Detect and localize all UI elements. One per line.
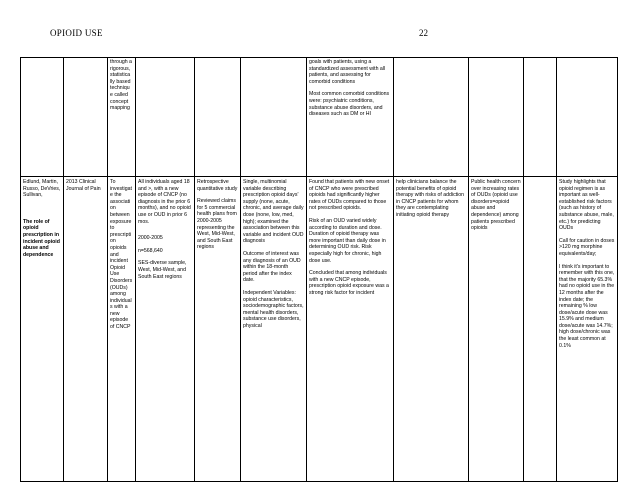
cell-paragraph: Call for caution in doses >120 mg morphine equivalents/day; bbox=[559, 237, 615, 257]
authors: Edlund, Martin, Russo, DeVries, Sullivan, bbox=[23, 179, 61, 199]
cell bbox=[64, 58, 108, 177]
cell-paragraph: Independent Variables: opioid characteristics, sociodemographic factors, mental health disorders, substance use disorders, physical bbox=[243, 289, 304, 329]
cell-paragraph: All individuals aged 18 and >, with a new episode of CNCP (no diagnosis in the prior 6 months), and no opioid use or OUD in prior 6 mos. bbox=[138, 179, 191, 225]
cell bbox=[557, 58, 618, 177]
cell-paragraph: SES-diverse sample, West, Mid-West, and South East regions bbox=[138, 260, 187, 280]
cell bbox=[136, 58, 195, 177]
article-title: The role of opioid prescription in incident opioid abuse and dependence bbox=[23, 218, 60, 258]
cell-variables bbox=[241, 177, 307, 482]
cell-significance bbox=[469, 177, 524, 482]
cell-text: To investigate the association between exposure to prescription opioids and incident Opioid Use Disorders (OUDs) among individuals with a new episode of CNCP bbox=[110, 179, 133, 331]
cell-design bbox=[195, 177, 241, 482]
cell-paragraph: Risk of an OUD varied widely according to duration and dose. Duration of opioid therapy was more important than daily dose in determining OUD risk. Risk especially high for chronic, high dose use. bbox=[309, 217, 386, 264]
cell-paragraph: Most common comorbid conditions were: psychiatric conditions, substance abuse disorders, and diseases such as DM or HI bbox=[309, 91, 390, 118]
cell-text: help clinicians balance the potential benefits of opioid therapy with risks of addiction in CNCP patients for whom they are contemplating initiating opioid therapy bbox=[396, 179, 465, 218]
cell-paragraph: Reviewed claims for 5 commercial health plans from 2000-2005 representing the West, Mid-West, and South East regions bbox=[197, 198, 237, 251]
cell-sample bbox=[136, 177, 195, 482]
cell bbox=[469, 58, 524, 177]
literature-review-table bbox=[20, 57, 618, 482]
cell-purpose bbox=[108, 177, 136, 482]
cell-paragraph: 2000-2005 bbox=[138, 235, 163, 242]
cell-paragraph: Single, multinomial variable describing prescription opioid days' supply (none, acute, chronic, and average daily dose (none, low, med, high); examined the association between this variable and incident OUD diagnosis bbox=[243, 179, 304, 245]
cell-paragraph: Outcome of interest was any diagnosis of an OUD within the 18-month period after the index date. bbox=[243, 250, 301, 284]
cell-paragraph: Retrospective quantitative study bbox=[197, 179, 238, 192]
cell-text: 2013 Clinical Journal of Pain bbox=[66, 179, 101, 192]
page-number: 22 bbox=[419, 28, 428, 38]
cell-paragraph: n=568,640 bbox=[138, 247, 163, 254]
cell bbox=[241, 58, 307, 177]
cell-year-journal bbox=[64, 177, 108, 482]
cell bbox=[195, 58, 241, 177]
cell bbox=[21, 58, 64, 177]
cell-purpose bbox=[108, 58, 136, 177]
cell-text: through a rigorous, statistica lly based techniqu e called concept mapping bbox=[110, 59, 132, 112]
cell-findings bbox=[307, 58, 394, 177]
cell-paragraph: I think it's important to remember with this one, that the majority 65.3% had no opioid use in the 12 months after the index date; the remaining % low dose/acute dose was 15.9% and medium dose/acute was 14.7%; high dose/chronic was the least common at 0.1% bbox=[559, 263, 615, 349]
cell-paragraph: Study highlights that opioid regimen is as important as well-established risk factors (such as history of substance abuse, male, etc.) for predicting OUDs bbox=[559, 179, 614, 232]
cell-paragraph: goals with patients, using a standardized assessment with all patients, and assessing for comorbid conditions bbox=[309, 59, 386, 85]
cell-text: Public health concern over increasing rates of OUDs (opioid use disorders=opioid abuse and dependence) among patients prescribed opioids bbox=[471, 179, 521, 232]
cell bbox=[524, 58, 557, 177]
cell-implications bbox=[394, 177, 469, 482]
cell-paragraph: Found that patients with new onset of CNCP who were prescribed opioids had significantly higher rates of OUDs compared to those not prescribed opioids. bbox=[309, 179, 390, 212]
cell bbox=[524, 177, 557, 482]
table-row bbox=[21, 177, 618, 482]
table-row bbox=[21, 58, 618, 177]
cell bbox=[394, 58, 469, 177]
cell-findings bbox=[307, 177, 394, 482]
cell-comments bbox=[557, 177, 618, 482]
running-head: OPIOID USE bbox=[50, 28, 103, 38]
cell-citation bbox=[21, 177, 64, 482]
cell-paragraph: Concluded that among individuals with a new CNCP episode, prescription opioid exposure was a strong risk factor for incident bbox=[309, 270, 389, 296]
